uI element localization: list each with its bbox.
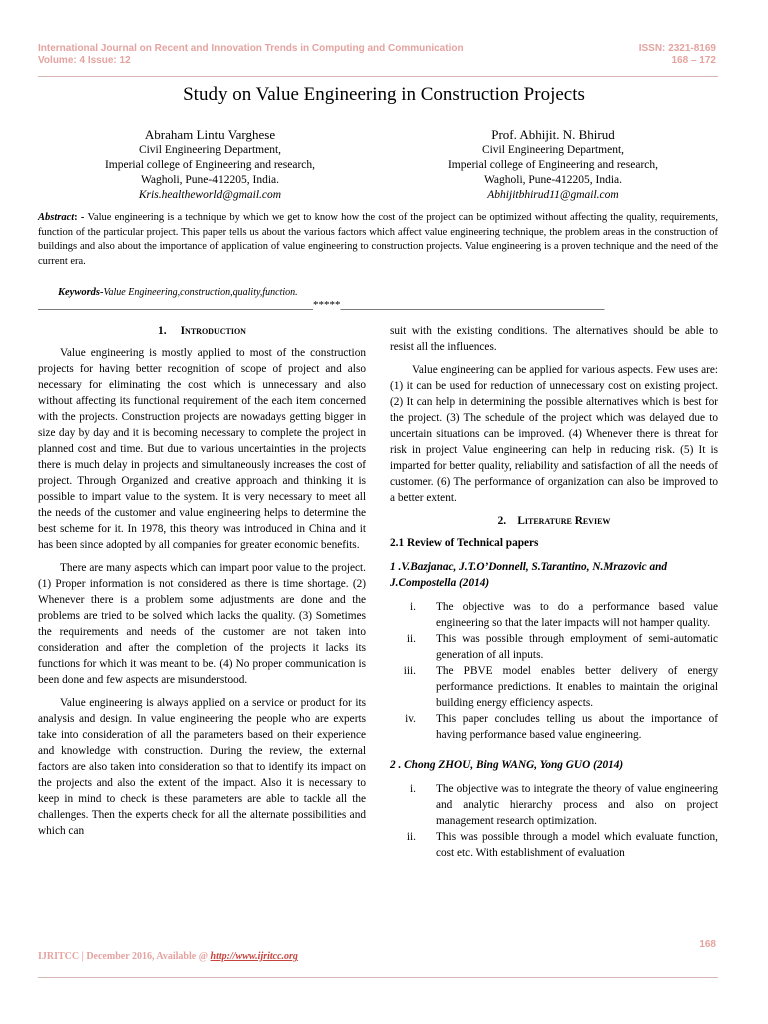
author-address: Wagholi, Pune-412205, India.	[483, 174, 622, 186]
list-text: The objective was to integrate the theory of value engineering and analytic hierarchy process and also on project management research optimization.	[436, 783, 718, 827]
paragraph-continuation: suit with the existing conditions. The alternatives should be able to resist all the influences.	[390, 325, 718, 353]
reference-points	[390, 599, 718, 743]
right-column	[390, 323, 718, 869]
abstract	[38, 211, 718, 269]
list-number: i.	[410, 601, 416, 613]
footer-link[interactable]: http://www.ijritcc.org	[210, 951, 298, 962]
author-dept: Civil Engineering Department,	[481, 144, 625, 156]
author-address: Wagholi, Pune-412205, India.	[140, 174, 279, 186]
journal-name: International Journal on Recent and Innovation Trends in Computing and Communication	[38, 43, 464, 54]
footer-text: IJRITCC | December 2016, Available @	[38, 951, 211, 962]
paragraph: There are many aspects which can impart poor value to the project. (1) Proper information is not considered as there is time shortage. (2) Whenever there is a problem some adjustments are done and the problems are tried to be solved which lacks the quality. (3) Sometimes the requirements and needs of the customer are not taken into consideration and after the completion of the projects it lacks its functions for which it was meant to be. (4) No proper communication is been done and few aspects are misunderstood.	[38, 562, 366, 686]
list-item	[390, 631, 718, 663]
list-item	[390, 829, 718, 861]
list-text: The objective was to do a performance based value engineering so that the later impacts will not hamper quality.	[436, 601, 718, 629]
author-college: Imperial college of Engineering and research,	[447, 159, 659, 171]
author-email: Abhijitbhirud11@gmail.com	[487, 189, 619, 201]
separator-line: __________________________________________________*****________________________________________________	[38, 299, 605, 311]
section-number: 1.	[158, 325, 167, 337]
page-number: 168	[699, 939, 716, 950]
list-text: This was possible through employment of semi-automatic generation of all inputs.	[436, 633, 718, 661]
abstract-label: Abstract	[38, 212, 75, 223]
paragraph: Value engineering can be applied for various aspects. Few uses are: (1) it can be used for reduction of unnecessary cost on existing project. (2) It can help in determining the possible alternatives which is best for the project. (3) The schedule of the project which was delayed due to uncertain situations can be improved. (4) Whenever there is threat for risk in project Value engineering can help in reducing risk. (5) It is imparted for better quality, reliability and satisfaction of all the needs of customer. (6) The performance of organization can also be improved to a better extent.	[390, 364, 718, 504]
journal-volume: Volume: 4 Issue: 12	[38, 55, 131, 66]
author-email: Kris.healtheworld@gmail.com	[138, 189, 282, 201]
list-number: ii.	[406, 831, 416, 843]
keywords-label: Keywords-	[58, 287, 104, 298]
author-college: Imperial college of Engineering and research,	[104, 159, 316, 171]
journal-issn: ISSN: 2321-8169	[638, 43, 716, 54]
section-title: Literature Review	[517, 515, 611, 527]
list-number: ii.	[406, 633, 416, 645]
list-number: iii.	[403, 665, 416, 677]
list-item	[390, 711, 718, 743]
author-dept: Civil Engineering Department,	[138, 144, 282, 156]
list-text: This was possible through a model which evaluate function, cost etc. With establishment of evaluation	[436, 831, 718, 859]
abstract-text: Value engineering is a technique by which we get to know how the cost of the project can be optimized without affecting the quality, requirements, function of the particular project. This paper tells us about the various factors which affect value engineering technique, the problem areas in the construction of buildings and also about the importance of application of value engineering to construction projects. Value engineering is a proven technique and the need of the current era.	[38, 212, 718, 267]
list-item	[390, 663, 718, 711]
list-number: i.	[410, 783, 416, 795]
section-heading-introduction	[38, 323, 366, 339]
list-text: This paper concludes telling us about the importance of having performance based value engineering.	[436, 713, 718, 741]
author-name: Prof. Abhijit. N. Bhirud	[491, 127, 615, 142]
paragraph: Value engineering is always applied on a service or product for its analysis and design. In value engineering the people who are experts take into consideration of all the parameters based on their experience and knowledge with construction. During the review, the external factors are also taken into consideration so that to identify its impact on the projects and also the extent of the impact. Also it is necessary to keep in mind to check is these parameters are able to tackle all the challenges. Then the experts check for all the alternate possibilities and which can	[38, 697, 366, 837]
abstract-prefix: : -	[74, 212, 88, 223]
author-name: Abraham Lintu Varghese	[144, 127, 276, 142]
footer-rule	[38, 977, 718, 978]
author-block-1	[60, 126, 360, 203]
list-text: The PBVE model enables better delivery of energy performance predictions. It enables to maintain the original building energy efficiency aspects.	[436, 665, 718, 709]
section-heading-literature-review	[390, 513, 718, 529]
footer	[38, 951, 298, 962]
paragraph: Value engineering is mostly applied to most of the construction projects for having better recognition of scope of project and also necessary for eliminating the cost which is unnecessary and also without affecting its functional requirement of the each item concerned with the projects. Construction projects are nowadays getting bigger in size day by day and it is becoming necessary to complete the project in planned cost and time. But due to various uncertainties in the projects there is much delay in projects and simultaneously increases the cost of project. Through Organized and creative approach and thinking it is possible to impart value to the system. It is very necessary to meet all the needs of the customer and value engineering helps to determine the best scheme for it. In 1978, this theory was introduced in China and it has been since adopted by all companies for greater economic benefits.	[38, 347, 366, 551]
subsection-heading: 2.1 Review of Technical papers	[390, 537, 539, 549]
list-number: iv.	[405, 713, 416, 725]
list-item	[390, 599, 718, 631]
left-column	[38, 323, 366, 846]
keywords-text: Value Engineering,construction,quality,function.	[103, 287, 298, 298]
section-title: Introduction	[180, 325, 246, 337]
author-block-2	[403, 126, 703, 203]
header-rule	[38, 76, 718, 77]
reference-heading: 1 .V.Bazjanac, J.T.O’Donnell, S.Tarantino, N.Mrazovic and J.Compostella (2014)	[390, 561, 668, 589]
journal-pages: 168 – 172	[671, 55, 716, 66]
reference-heading: 2 . Chong ZHOU, Bing WANG, Yong GUO (2014)	[390, 759, 624, 771]
section-number: 2.	[497, 515, 507, 527]
list-item	[390, 781, 718, 829]
paper-title: Study on Value Engineering in Construction Projects	[183, 84, 585, 105]
reference-points	[390, 781, 718, 861]
